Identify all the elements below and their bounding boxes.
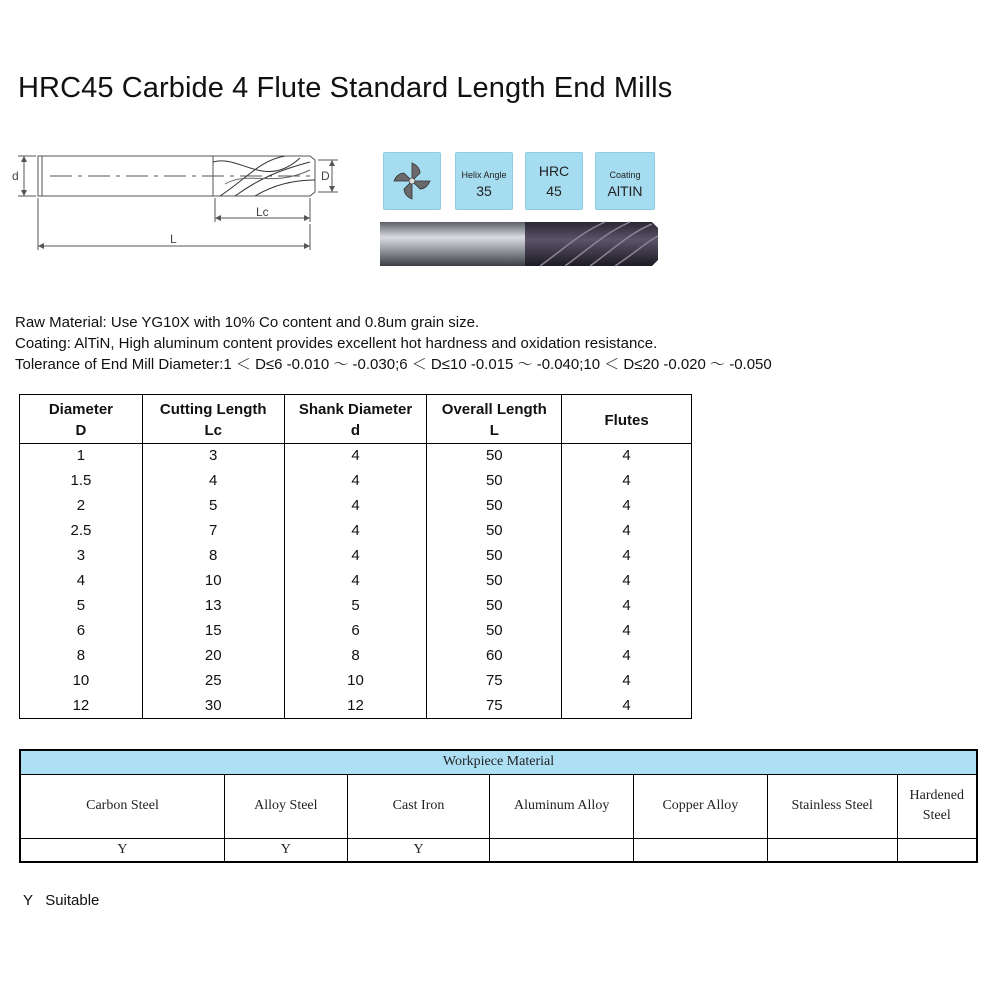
table-row (20, 469, 692, 494)
end-mill-technical-drawing (10, 140, 350, 270)
table-cell: 50 (427, 594, 562, 619)
table-row (20, 694, 692, 719)
header-diameter: Diameter D (20, 395, 143, 444)
table-cell: 12 (284, 694, 427, 719)
hrc-badge (525, 152, 583, 210)
table-row (20, 569, 692, 594)
legend (23, 892, 99, 909)
helix-angle-value: 35 (476, 183, 492, 199)
suitability-copper-alloy (634, 838, 768, 862)
table-cell: 6 (284, 619, 427, 644)
dimension-table-header (20, 395, 692, 444)
end-mill-photo (380, 218, 660, 270)
workpiece-material-heading: Workpiece Material (20, 750, 977, 774)
table-row (20, 519, 692, 544)
material-carbon-steel: Carbon Steel (20, 774, 224, 838)
coating-label: Coating (609, 170, 641, 180)
table-cell: 50 (427, 469, 562, 494)
page-title: HRC45 Carbide 4 Flute Standard Length End Mills (18, 72, 673, 104)
table-cell: 3 (20, 544, 143, 569)
coating-badge (595, 152, 655, 210)
table-cell: 15 (142, 619, 284, 644)
table-row (20, 619, 692, 644)
material-aluminum-alloy: Aluminum Alloy (490, 774, 634, 838)
table-cell: 13 (142, 594, 284, 619)
suitability-alloy-steel: Y (224, 838, 347, 862)
table-cell: 50 (427, 569, 562, 594)
material-stainless-steel: Stainless Steel (767, 774, 897, 838)
product-notes (15, 312, 772, 375)
table-row (20, 544, 692, 569)
table-cell: 6 (20, 619, 143, 644)
header-shank-diameter: Shank Diameter d (284, 395, 427, 444)
hrc-label: HRC (538, 163, 570, 179)
table-cell: 4 (562, 544, 692, 569)
table-cell: 8 (284, 644, 427, 669)
legend-mark: Y (23, 892, 34, 909)
table-row (20, 444, 692, 469)
tolerance-note: Tolerance of End Mill Diameter:1 ＜ D≤6 -0.010 ～ -0.030;6 ＜ D≤10 -0.015 ～ -0.040;10 ＜ D≤20 -0.020 ～ -0.050 (15, 356, 772, 373)
material-alloy-steel: Alloy Steel (224, 774, 347, 838)
table-cell: 4 (284, 469, 427, 494)
table-cell: 50 (427, 444, 562, 469)
table-cell: 2 (20, 494, 143, 519)
table-cell: 12 (20, 694, 143, 719)
table-cell: 4 (562, 694, 692, 719)
table-cell: 4 (284, 444, 427, 469)
feature-badges (383, 152, 663, 212)
table-row (20, 644, 692, 669)
label-D: D (321, 169, 330, 183)
table-cell: 8 (142, 544, 284, 569)
table-cell: 50 (427, 619, 562, 644)
coating-note: Coating: AlTiN, High aluminum content provides excellent hot hardness and oxidation resistance. (15, 335, 658, 352)
table-cell: 25 (142, 669, 284, 694)
table-cell: 4 (284, 494, 427, 519)
table-row (20, 669, 692, 694)
material-hardened-steel: Hardened Steel (897, 774, 977, 838)
table-cell: 4 (284, 569, 427, 594)
workpiece-material-table (19, 749, 978, 863)
table-cell: 60 (427, 644, 562, 669)
dimension-table (19, 394, 692, 719)
table-cell: 4 (142, 469, 284, 494)
label-Lc: Lc (256, 205, 269, 219)
table-cell: 3 (142, 444, 284, 469)
table-cell: 4 (20, 569, 143, 594)
table-cell: 4 (562, 469, 692, 494)
helix-angle-badge (455, 152, 513, 210)
suitability-hardened-steel (897, 838, 977, 862)
table-cell: 50 (427, 519, 562, 544)
table-cell: 5 (284, 594, 427, 619)
table-cell: 7 (142, 519, 284, 544)
header-cutting-length: Cutting Length Lc (142, 395, 284, 444)
table-cell: 4 (562, 594, 692, 619)
table-row (20, 494, 692, 519)
label-d: d (12, 169, 19, 183)
raw-material-note: Raw Material: Use YG10X with 10% Co content and 0.8um grain size. (15, 314, 480, 331)
table-cell: 1.5 (20, 469, 143, 494)
header-overall-length: Overall Length L (427, 395, 562, 444)
suitability-aluminum-alloy (490, 838, 634, 862)
table-cell: 4 (284, 544, 427, 569)
material-cast-iron: Cast Iron (347, 774, 490, 838)
table-cell: 50 (427, 544, 562, 569)
table-cell: 20 (142, 644, 284, 669)
header-flutes: Flutes (562, 395, 692, 444)
table-cell: 4 (562, 669, 692, 694)
suitability-cast-iron: Y (347, 838, 490, 862)
hrc-value: 45 (546, 183, 562, 199)
table-cell: 10 (20, 669, 143, 694)
table-cell: 75 (427, 669, 562, 694)
legend-text: Suitable (45, 892, 100, 909)
table-cell: 10 (284, 669, 427, 694)
table-cell: 4 (284, 519, 427, 544)
table-cell: 4 (562, 569, 692, 594)
table-row (20, 594, 692, 619)
table-cell: 4 (562, 494, 692, 519)
table-cell: 8 (20, 644, 143, 669)
table-cell: 10 (142, 569, 284, 594)
table-cell: 4 (562, 644, 692, 669)
coating-value: AlTIN (607, 183, 643, 199)
helix-angle-label: Helix Angle (461, 170, 507, 180)
table-cell: 2.5 (20, 519, 143, 544)
material-copper-alloy: Copper Alloy (634, 774, 768, 838)
table-cell: 5 (142, 494, 284, 519)
suitability-stainless-steel (767, 838, 897, 862)
table-cell: 1 (20, 444, 143, 469)
table-cell: 75 (427, 694, 562, 719)
table-cell: 30 (142, 694, 284, 719)
table-cell: 4 (562, 519, 692, 544)
suitability-carbon-steel: Y (20, 838, 224, 862)
label-L: L (170, 232, 177, 246)
four-flute-cross-section-badge (383, 152, 441, 210)
flute-cross-section-icon (384, 153, 440, 209)
table-cell: 5 (20, 594, 143, 619)
table-cell: 50 (427, 494, 562, 519)
table-cell: 4 (562, 444, 692, 469)
photo-shank (380, 222, 530, 266)
table-cell: 4 (562, 619, 692, 644)
